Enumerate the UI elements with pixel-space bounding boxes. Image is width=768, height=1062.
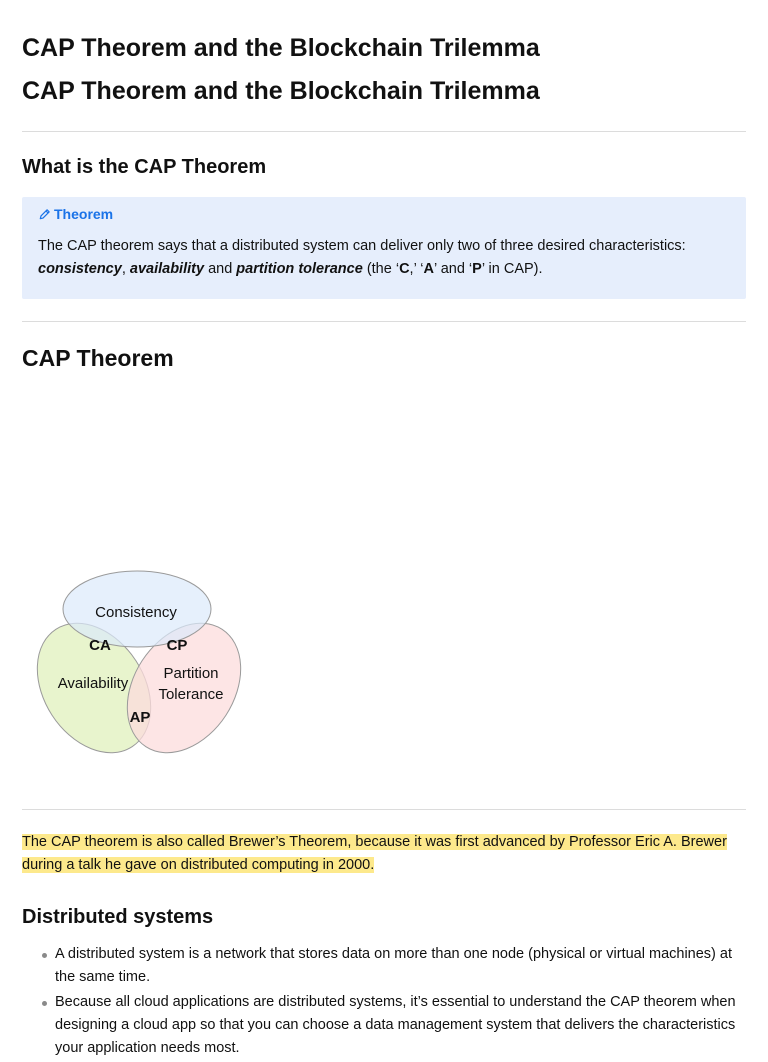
label-partition-line1: Partition xyxy=(163,665,219,682)
theorem-text-part: ’ and ‘ xyxy=(434,261,473,277)
label-availability: Availability xyxy=(57,675,129,692)
brewer-note xyxy=(22,831,742,877)
pencil-icon xyxy=(38,208,51,221)
callout-label xyxy=(38,206,113,222)
list-item xyxy=(22,943,746,989)
label-ap: AP xyxy=(129,709,151,726)
highlighted-text: The CAP theorem is also called Brewer’s Theorem, because it was first advanced by Professor Eric A. Brewer during a talk he gave on distributed computing in 2000. xyxy=(22,834,727,873)
label-cp: CP xyxy=(166,637,188,654)
distributed-systems-list xyxy=(22,943,746,1062)
label-partition-line2: Tolerance xyxy=(158,686,224,703)
divider xyxy=(22,321,746,322)
page-title: CAP Theorem and the Blockchain Trilemma xyxy=(22,34,540,62)
theorem-text-part: ’ in CAP). xyxy=(481,261,543,277)
term-consistency: consistency xyxy=(38,261,122,277)
separator: , xyxy=(121,261,130,277)
list-item xyxy=(22,991,746,1060)
theorem-text-part: The CAP theorem says that a distributed system can deliver only two of three desired characteristics: xyxy=(38,238,686,254)
theorem-text-part: (the ‘ xyxy=(362,261,400,277)
section-heading-what-is-cap: What is the CAP Theorem xyxy=(22,156,267,178)
theorem-callout xyxy=(22,197,746,299)
letter-p: P xyxy=(472,261,482,277)
label-consistency: Consistency xyxy=(95,604,177,621)
letter-a: A xyxy=(423,261,434,277)
term-partition-tolerance: partition tolerance xyxy=(236,261,363,277)
theorem-text xyxy=(38,235,728,281)
bullet-icon xyxy=(42,1001,47,1006)
page-title-repeat: CAP Theorem and the Blockchain Trilemma xyxy=(22,77,540,105)
callout-label-text: Theorem xyxy=(54,206,114,222)
divider xyxy=(22,809,746,810)
list-item-text: A distributed system is a network that stores data on more than one node (physical or virtual machines) at the same time. xyxy=(55,946,733,985)
cap-venn-diagram xyxy=(38,566,248,762)
section-heading-distributed-systems: Distributed systems xyxy=(22,906,214,928)
section-heading-cap-theorem: CAP Theorem xyxy=(22,345,174,371)
separator: and xyxy=(204,261,237,277)
label-ca: CA xyxy=(89,637,111,654)
list-item-text: Because all cloud applications are distributed systems, it’s essential to understand the CAP theorem when designing a cloud app so that you can choose a data management system that delivers the characteristics your application needs most. xyxy=(55,994,736,1056)
divider xyxy=(22,131,746,132)
bullet-icon xyxy=(42,953,47,958)
letter-c: C xyxy=(399,261,410,277)
theorem-text-part: ,’ ‘ xyxy=(409,261,424,277)
term-availability: availability xyxy=(129,261,205,277)
